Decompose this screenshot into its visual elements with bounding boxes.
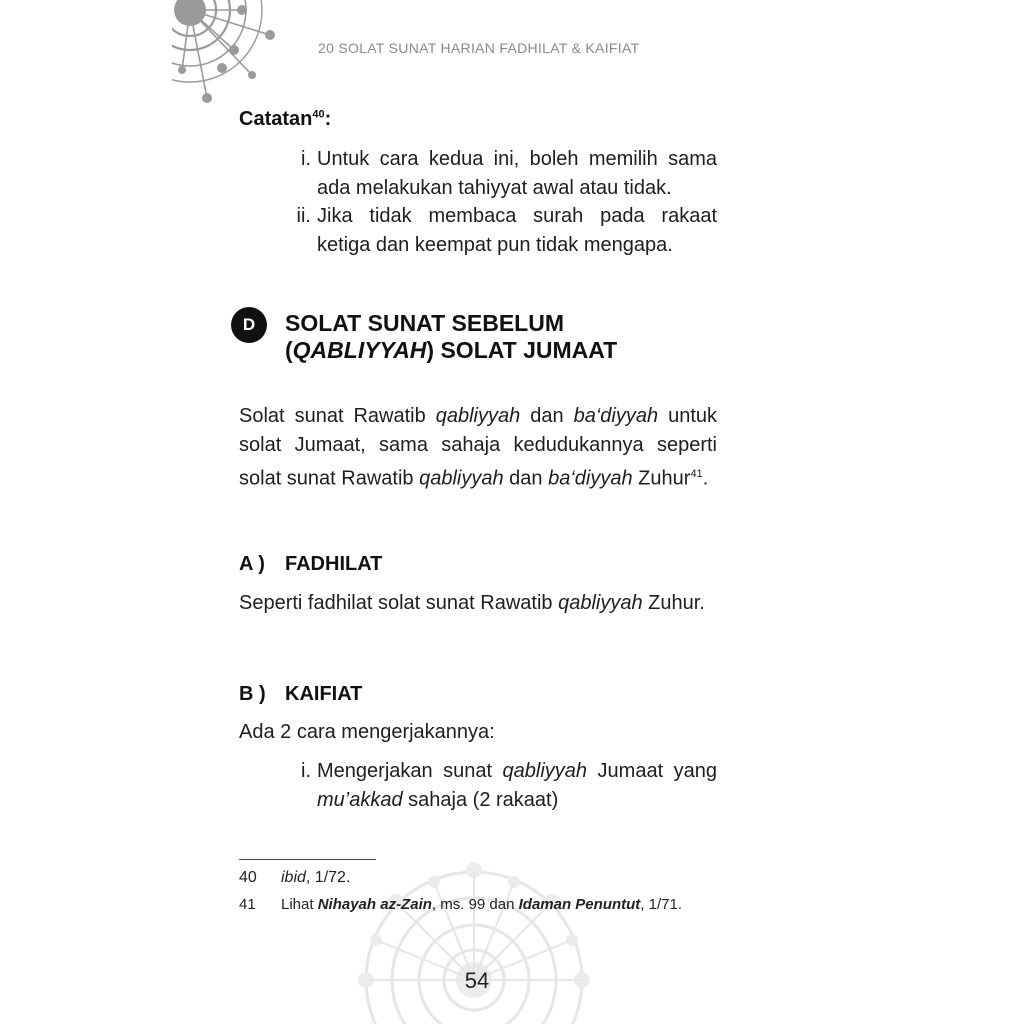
list-item-text: Mengerjakan sunat qabliyyah Jumaat yang mu’akkad sahaja (2 rakaat) xyxy=(317,760,717,811)
list-item-text: Untuk cara kedua ini, boleh memilih sama ada melakukan tahiyyat awal atau tidak. xyxy=(317,148,717,199)
intro-paragraph: Solat sunat Rawatib qabliyyah dan ba‘diyyah untuk solat Jumaat, sama sahaja kedudukannya seperti solat sunat Rawatib qabliyyah dan ba‘diyyah Zuhur$^{41}$. xyxy=(239,405,718,490)
corner-ornament xyxy=(172,0,276,104)
footnote-ref-41: 41 xyxy=(690,468,703,480)
subheading-title: KAIFIAT xyxy=(285,683,363,705)
section-title-italic: QABLIYYAH xyxy=(292,337,427,363)
footnote-rule xyxy=(239,859,376,860)
footnote-ref-40: 40 xyxy=(312,108,325,121)
list-marker: ii. xyxy=(296,205,311,227)
section-title-line-2: (QABLIYYAH) SOLAT JUMAAT xyxy=(285,337,618,363)
footnote-number: 41 xyxy=(239,896,256,913)
section-badge: D xyxy=(231,307,267,343)
footnote-41: 41 Lihat Nihayah az-Zain, ms. 99 dan Idaman Penuntut, 1/71. xyxy=(239,896,682,913)
mandala-watermark xyxy=(348,852,600,1024)
section-title-line-1: SOLAT SUNAT SEBELUM xyxy=(285,310,564,336)
subheading-kaifiat xyxy=(239,683,362,706)
list-marker: i. xyxy=(301,760,311,782)
subheading-label: A ) xyxy=(239,553,265,575)
catatan-colon: : xyxy=(324,108,332,130)
footnote-number: 40 xyxy=(239,869,257,886)
footnote-40: 40 ibid, 1/72. xyxy=(239,869,351,886)
catatan-label: Catatan xyxy=(239,108,313,130)
running-head: 20 SOLAT SUNAT HARIAN FADHILAT & KAIFIAT xyxy=(318,40,640,56)
list-item-text: Jika tidak membaca surah pada rakaat ketiga dan keempat pun tidak mengapa. xyxy=(317,205,717,256)
list-marker: i. xyxy=(301,148,311,170)
section-title xyxy=(285,310,617,364)
subheading-label: B ) xyxy=(239,683,266,705)
subheading-title: FADHILAT xyxy=(285,553,383,575)
fadhilat-paragraph: Seperti fadhilat solat sunat Rawatib qabliyyah Zuhur. xyxy=(239,592,705,614)
catatan-heading xyxy=(239,108,331,131)
subheading-fadhilat xyxy=(239,553,382,576)
kaifiat-intro: Ada 2 cara mengerjakannya: xyxy=(239,721,495,743)
page-number: 54 xyxy=(464,968,490,993)
